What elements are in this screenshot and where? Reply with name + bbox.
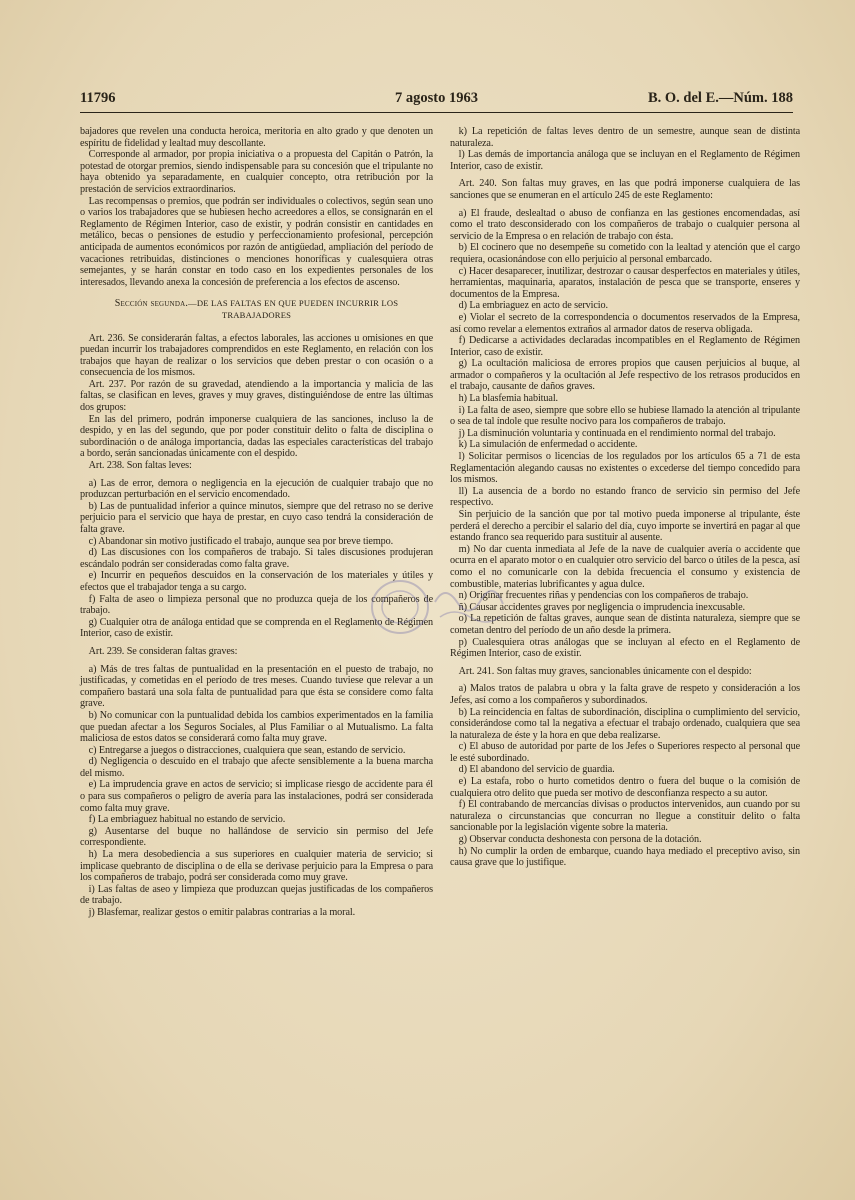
body-paragraph: c) Abandonar sin motivo justificado el trabajo, aunque sea por breve tiempo. (88, 535, 394, 547)
body-paragraph: b) El cocinero que no desempeñe su cometido con la lealtad y atención que el cargo requiera, ocasionándose con ello perjuicio al personal embarcado. (450, 242, 800, 265)
body-paragraph: h) La blasfemia habitual. (458, 393, 558, 405)
body-paragraph: Corresponde al armador, por propia iniciativa o a propuesta del Capitán o Patrón, la potestad de otorgar premios, siendo indispensable para su concesión que el tripulante no haya obtenido ya separadamente, en cualquier concepto, otra retribución por la prestación de servicios extraordinarios. (80, 149, 433, 195)
article-paragraph: Art. 236. Se considerarán faltas, a efectos laborales, las acciones u omisiones en que puedan incurrir los trabajadores comprendidos en este Reglamento, en relación con los trabajos que hayan de realizar o los servicios que deben prestar o con ocasión o a consecuencia de los mismos. (80, 332, 433, 379)
body-paragraph: i) La falta de aseo, siempre que sobre ello se hubiese llamado la atención al tripulante o sea de tal índole que resulte nocivo para los compañeros de trabajo. (450, 404, 800, 428)
body-paragraph: h) No cumplir la orden de embarque, cuando haya mediado el preceptivo aviso, sin causa grave que lo justifique. (450, 845, 800, 869)
article-paragraph: Art. 239. Se consideran faltas graves: (88, 645, 238, 657)
article-paragraph: Art. 241. Son faltas muy graves, sancionables únicamente con el despido: (458, 665, 752, 677)
body-paragraph: b) Las de puntualidad inferior a quince minutos, siempre que del retraso no se derive perjuicio para el servicio que haya de prestar, en cuyo caso tendrá la consideración de falta grave. (80, 500, 433, 535)
body-paragraph: e) La imprudencia grave en actos de servicio; si implicase riesgo de accidente para él o para sus compañeros o peligro de avería para las instalaciones, podrá ser considerada como falta muy grave. (80, 779, 433, 814)
section-heading (80, 298, 433, 320)
body-paragraph: g) Cualquier otra de análoga entidad que se comprenda en el Reglamento de Régimen Interior, caso de existir. (80, 616, 433, 640)
body-paragraph: d) Negligencia o descuido en el trabajo que afecte sensiblemente a la buena marcha del mismo. (80, 756, 433, 779)
body-paragraph: g) Ausentarse del buque no hallándose de servicio sin permiso del Jefe correspondiente. (80, 825, 433, 849)
body-paragraph: Las recompensas o premios, que podrán ser individuales o colectivos, según sean uno o varios los trabajadores que se hubiesen hecho acreedores a ellos, se consignarán en el Reglamento de Régimen Interior, caso de existir, y podrán consistir en cantidades en metálico, becas o pensiones de estudio y perfeccionamiento profesional, percepción anticipada de aumentos económicos por razón de antigüedad, ampliación del período de vacaciones retribuidas, distinciones o menciones honoríficas y cualesquiera otras semejantes, y se harán constar en todo caso en los expedientes personales de los interesados, llevando anexa la concesión de preferencia a los efectos de ascenso. (80, 195, 433, 288)
body-paragraph: Sin perjuicio de la sanción que por tal motivo pueda imponerse al tripulante, éste perderá el derecho a percibir el salario del día, cuyo importe se invertirá en pagar al que estando franco sea requerido para sustituir al ausente. (450, 509, 800, 544)
body-paragraph: g) Observar conducta deshonesta con persona de la dotación. (458, 834, 702, 846)
body-paragraph: m) No dar cuenta inmediata al Jefe de la nave de cualquier avería o accidente que ocurra en el aparato motor o en cualquier otro servicio del barco o útiles de la pesca, así como el no comunicarle con la debida frecuencia el consumo y existencia de combustible, materias lubrificantes y agua dulce. (450, 543, 800, 590)
body-paragraph: p) Cualesquiera otras análogas que se incluyan al efecto en el Reglamento de Régimen Interior, caso de existir. (450, 636, 800, 660)
body-paragraph: ñ) Causar accidentes graves por negligencia o imprudencia inexcusable. (458, 601, 745, 613)
body-paragraph: b) La reincidencia en faltas de subordinación, disciplina o cumplimiento del servicio, considerándose como tal la negativa a efectuar el trabajo ordenado, cualquiera que sea la naturaleza de éste y la hora en que deba realizarse. (450, 706, 800, 741)
body-paragraph: f) Falta de aseo o limpieza personal que no produzca queja de los compañeros de trabajo. (80, 593, 433, 617)
body-paragraph: a) Más de tres faltas de puntualidad en la presentación en el puesto de trabajo, no justificadas, y cometidas en el período de tres meses. Cuando tuviese que relevar a un compañero bastará una sola falta de puntualidad para que ésta se considere como falta grave. (80, 663, 433, 710)
body-paragraph: ll) La ausencia de a bordo no estando franco de servicio sin permiso del Jefe respectivo. (450, 485, 800, 509)
section-heading-title: —DE LAS FALTAS EN QUE PUEDEN INCURRIR LOS TRABAJADORES (188, 298, 399, 320)
body-paragraph: k) La repetición de faltas leves dentro de un semestre, aunque sean de distinta naturaleza. (450, 126, 800, 149)
body-paragraph: e) Violar el secreto de la correspondencia o documentos reservados de la Empresa, así como revelar a elementos extraños al armador datos de reserva obligada. (450, 311, 800, 335)
body-paragraph: o) La repetición de faltas graves, aunque sean de distinta naturaleza, siempre que se cometan dentro del período de un año desde la primera. (450, 613, 800, 636)
issue-date: 7 agosto 1963 (395, 90, 478, 106)
body-paragraph: a) El fraude, deslealtad o abuso de confianza en las gestiones encomendadas, así como el trato desconsiderado con los compañeros de trabajo o cualquier persona al servicio de la Empresa o en relación de trabajo con ésta. (450, 207, 800, 242)
body-paragraph: Art. 237. Por razón de su gravedad, atendiendo a la importancia y malicia de las faltas, se clasifican en leves, graves y muy graves, distinguiéndose de entre las últimas dos grupos: (80, 378, 433, 414)
body-paragraph: j) Blasfemar, realizar gestos o emitir palabras contrarias a la moral. (88, 907, 356, 918)
body-paragraph: c) Hacer desaparecer, inutilizar, destrozar o causar desperfectos en materiales y útiles, herramientas, maquinaria, aparatos, instalación de pesca que se transporte, enseres y documentos de la Empresa. (450, 265, 800, 300)
body-paragraph: e) Incurrir en pequeños descuidos en la conservación de los materiales y útiles y efectos que el trabajador tenga a su cargo. (80, 570, 433, 593)
body-paragraph: h) La mera desobediencia a sus superiores en cualquier materia de servicio; si implicase quebranto de disciplina o de ella se derivase perjuicio para la Empresa o para los compañeros de trabajo, podrá ser considerada como muy grave. (80, 849, 433, 884)
body-paragraph: n) Originar frecuentes riñas y pendencias con los compañeros de trabajo. (458, 590, 749, 602)
body-paragraph: bajadores que revelen una conducta heroica, meritoria en alto grado y que denoten un espíritu de fidelidad y lealtad muy descollante. (80, 126, 433, 149)
body-paragraph: d) Las discusiones con los compañeros de trabajo. Si tales discusiones produjeran escándalo podrán ser consideradas como falta grave. (80, 547, 433, 570)
body-paragraph: d) El abandono del servicio de guardia. (458, 764, 615, 776)
body-paragraph: e) La estafa, robo o hurto cometidos dentro o fuera del buque o la comisión de cualquiera otro delito que pueda ser motivo de desconfianza respecto a su autor. (450, 776, 800, 799)
body-paragraph: f) Dedicarse a actividades declaradas incompatibles en el Reglamento de Régimen Interior, caso de existir. (450, 335, 800, 358)
body-paragraph: f) La embriaguez habitual no estando de servicio. (88, 814, 286, 826)
body-paragraph: a) Malos tratos de palabra u obra y la falta grave de respeto y consideración a los Jefes, así como a los compañeros y subordinados. (450, 683, 800, 706)
left-column (80, 126, 433, 919)
body-paragraph: d) La embriaguez en acto de servicio. (458, 300, 608, 312)
publication-ref: B. O. del E.—Núm. 188 (647, 90, 793, 106)
body-paragraph: l) Solicitar permisos o licencias de los regulados por los artículos 65 a 71 de esta Reglamentación alegando causas no existentes o excederse del tiempo concedido para los mismos. (450, 451, 800, 486)
body-paragraph: c) El abuso de autoridad por parte de los Jefes o Superiores respecto al personal que le esté subordinado. (450, 741, 800, 764)
page-number: 11796 (80, 90, 116, 106)
body-paragraph: b) No comunicar con la puntualidad debida los cambios experimentados en la familia que puedan afectar a los Seguros Sociales, al Plus Familiar o al Mutualismo. La falta maliciosa de estos datos se considerará como falta muy grave. (80, 709, 433, 745)
body-paragraph: f) El contrabando de mercancías divisas o productos intervenidos, aun cuando por su naturaleza o circunstancias que concurran no llegue a constituir delito o falta sancionable por la legislación vigente sobre la materia. (450, 799, 800, 834)
body-paragraph: l) Las demás de importancia análoga que se incluyan en el Reglamento de Régimen Interior, caso de existir. (450, 149, 800, 172)
body-paragraph: i) Las faltas de aseo y limpieza que produzcan quejas justificadas de los compañeros de trabajo. (80, 883, 433, 907)
body-paragraph: g) La ocultación maliciosa de errores propios que causen perjuicios al buque, al armador o compañeros y la ocultación al Jefe respectivo de los retrasos producidos en el trabajo, causante de daños graves. (450, 358, 800, 393)
body-paragraph: c) Entregarse a juegos o distracciones, cualquiera que sean, estando de servicio. (88, 744, 406, 756)
article-paragraph: Art. 240. Son faltas muy graves, en las que podrá imponerse cualquiera de las sanciones que se enumeran en el artículo 245 de este Reglamento: (450, 178, 800, 201)
body-paragraph: a) Las de error, demora o negligencia en la ejecución de cualquier trabajo que no produzcan perturbación en el servicio encomendado. (80, 477, 433, 501)
body-paragraph: j) La disminución voluntaria y continuada en el rendimiento normal del trabajo. (458, 427, 776, 439)
right-column (450, 126, 800, 869)
page-header (80, 88, 793, 113)
body-paragraph: En las del primero, podrán imponerse cualquiera de las sanciones, incluso la de despido, y en las del segundo, que por poder constituir delito o falta de disciplina o subordinación o de análoga importancia, dadas las especiales características del trabajo a bordo, serán sancionadas únicamente con el despido. (80, 413, 433, 460)
body-paragraph: Art. 238. Son faltas leves: (88, 460, 192, 472)
body-paragraph: k) La simulación de enfermedad o accidente. (458, 439, 638, 451)
section-heading-lead: Sección segunda. (114, 298, 189, 310)
